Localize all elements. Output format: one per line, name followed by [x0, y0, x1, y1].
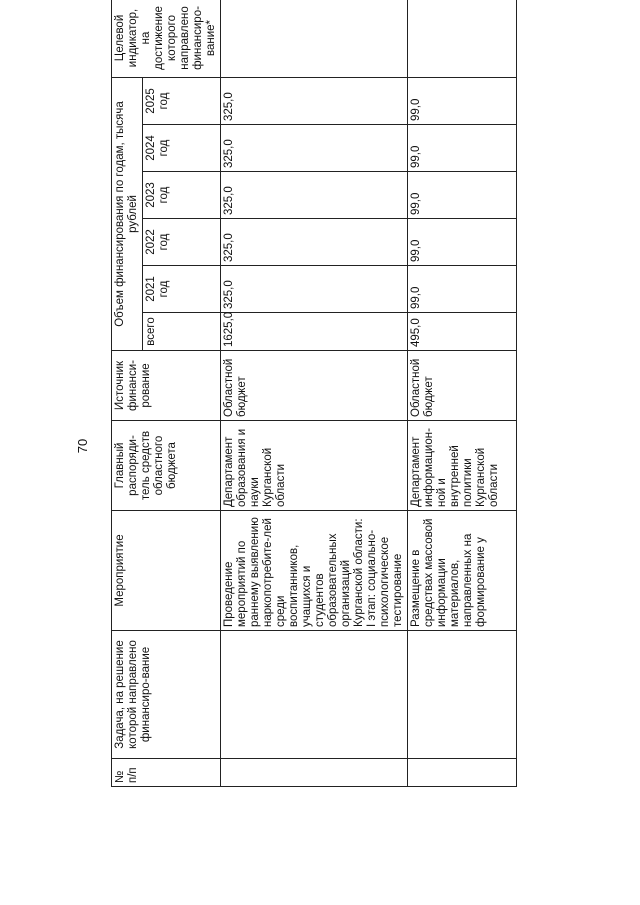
cell-manager: Департамент образования и науки Курганской области [221, 421, 408, 511]
header-2021: 2021 год [143, 266, 221, 313]
header-event: Мероприятие [112, 511, 221, 631]
header-total: всего [143, 313, 221, 351]
cell-total: 495,0 [408, 313, 517, 351]
financing-table [111, 0, 517, 787]
cell-2024: 99,0 [408, 125, 517, 172]
header-source: Источник финанси-рование [112, 351, 221, 421]
header-2024: 2024 год [143, 125, 221, 172]
cell-task [408, 631, 517, 759]
table-row [221, 0, 408, 787]
cell-2023: 99,0 [408, 172, 517, 219]
header-2022: 2022 год [143, 219, 221, 266]
cell-source: Областной бюджет [408, 351, 517, 421]
cell-total: 1625,0 [221, 313, 408, 351]
cell-2024: 325,0 [221, 125, 408, 172]
header-manager: Главный распоряди-тель средств областного бюджета [112, 421, 221, 511]
rotated-table-container [111, 6, 611, 787]
cell-num [221, 759, 408, 787]
header-2025: 2025 год [143, 77, 221, 124]
cell-task [221, 631, 408, 759]
cell-event: Размещение в средствах массовой информации материалов, направленных на формирование у [408, 511, 517, 631]
header-row-1 [112, 0, 143, 787]
cell-manager: Департамент информацион-ной и внутренней политики Курганской области [408, 421, 517, 511]
cell-2021: 99,0 [408, 266, 517, 313]
cell-source: Областной бюджет [221, 351, 408, 421]
cell-indicator [408, 0, 517, 77]
cell-2022: 325,0 [221, 219, 408, 266]
cell-indicator [221, 0, 408, 77]
header-volume: Объем финансирования по годам, тысяча рублей [112, 77, 143, 350]
cell-2022: 99,0 [408, 219, 517, 266]
cell-event: Проведение мероприятий по раннему выявлению наркопотребите-лей среди воспитанников, учащихся и студентов образовательных организаций Курганской области: I этап: социально-психологическое тестирование [221, 511, 408, 631]
header-num: № п/п [112, 759, 221, 787]
cell-2023: 325,0 [221, 172, 408, 219]
header-indicator: Целевой индикатор, на достижение которого направлено финансиро-вание* [112, 0, 221, 77]
page-number: 70 [75, 438, 90, 454]
header-2023: 2023 год [143, 172, 221, 219]
cell-2021: 325,0 [221, 266, 408, 313]
cell-num [408, 759, 517, 787]
header-task: Задача, на решение которой направлено финансиро-вание [112, 631, 221, 759]
table-row [408, 0, 517, 787]
cell-2025: 325,0 [221, 77, 408, 124]
cell-2025: 99,0 [408, 77, 517, 124]
